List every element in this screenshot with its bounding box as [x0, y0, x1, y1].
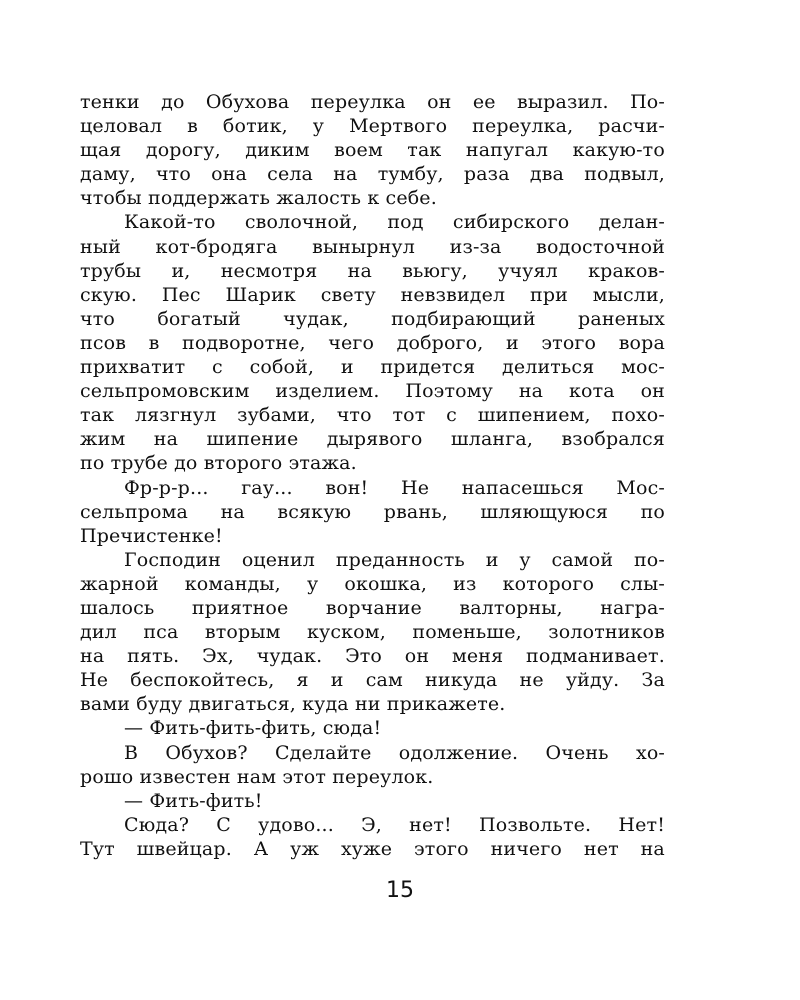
text-line: рошо известен нам этот переулок. — [80, 765, 434, 788]
page-number: 15 — [386, 878, 414, 903]
text-line: по трубе до второго этажа. — [80, 452, 357, 475]
text-line: сельпромовским изделием. Поэтому на кота он — [80, 380, 665, 403]
text-line: Фр-р-р... гау... вон! Не напасешься Мос- — [124, 476, 665, 499]
body-text — [80, 90, 665, 861]
text-line: даму, что она села на тумбу, раза два подвыл, — [80, 163, 665, 186]
text-line: псов в подворотне, чего доброго, и этого вора — [80, 331, 665, 354]
text-line: тенки до Обухова переулка он ее выразил. По- — [80, 91, 665, 113]
text-line: чтобы поддержать жалость к себе. — [80, 187, 437, 210]
text-line: вами буду двигаться, куда ни прикажете. — [80, 693, 506, 716]
text-line: В Обухов? Сделайте одолжение. Очень хо- — [124, 741, 665, 764]
text-line: Тут швейцар. А уж хуже этого ничего нет на — [80, 837, 665, 860]
text-line: ный кот-бродяга вынырнул из-за водосточной — [80, 235, 665, 258]
text-line: щая дорогу, диким воем так напугал какую-то — [80, 139, 665, 162]
text-line: Пречистенке! — [80, 524, 223, 547]
text-line: шалось приятное ворчание валторны, награ- — [80, 596, 665, 619]
text-line: целовал в ботик, у Мертвого переулка, расчи- — [80, 115, 665, 138]
text-line: сельпрома на всякую рвань, шляющуюся по — [80, 500, 665, 523]
text-line: на пять. Эх, чудак. Это он меня подманивает. — [80, 645, 665, 668]
text-line: — Фить-фить-фить, сюда! — [124, 717, 382, 740]
text-line: Сюда? С удово... Э, нет! Позвольте. Нет! — [124, 813, 665, 836]
text-line: так лязгнул зубами, что тот с шипением, похо- — [80, 404, 665, 427]
text-line: жим на шипение дырявого шланга, взобрался — [80, 428, 665, 451]
text-line: трубы и, несмотря на вьюгу, учуял краков- — [80, 259, 665, 282]
text-line: скую. Пес Шарик свету невзвидел при мысли, — [80, 283, 665, 306]
text-line: дил пса вторым куском, поменьше, золотников — [80, 621, 665, 644]
text-line: Какой-то сволочной, под сибирского делан- — [124, 211, 665, 234]
text-line: Господин оценил преданность и у самой по- — [124, 548, 665, 571]
text-line: Не беспокойтесь, я и сам никуда не уйду. За — [80, 669, 665, 692]
text-line: — Фить-фить! — [124, 789, 263, 812]
text-line: прихватит с собой, и придется делиться мос- — [80, 356, 665, 379]
text-line: жарной команды, у окошка, из которого слы- — [80, 572, 665, 595]
text-line: что богатый чудак, подбирающий раненых — [80, 307, 665, 330]
